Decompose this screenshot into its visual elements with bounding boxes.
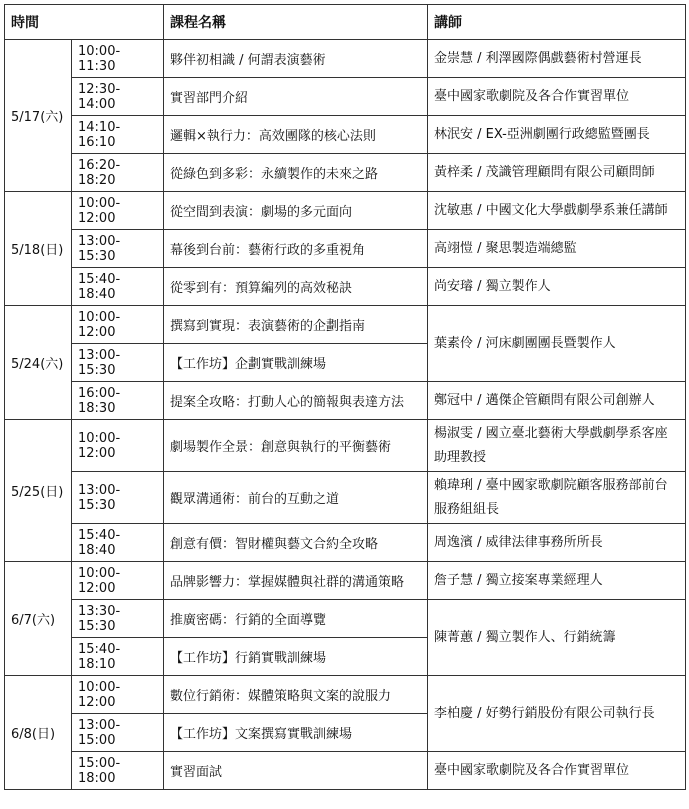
lecturer-cell: 黃梓柔 / 茂識管理顧問有限公司顧問師 — [428, 154, 686, 192]
lecturer-cell: 李柏慶 / 好勢行銷股份有限公司執行長 — [428, 676, 686, 752]
table-row — [5, 752, 686, 790]
table-row — [5, 420, 686, 472]
time-cell: 15:00-18:00 — [72, 752, 164, 790]
course-cell: 夥伴初相識 / 何謂表演藝術 — [164, 40, 428, 78]
time-cell: 12:30-14:00 — [72, 78, 164, 116]
time-cell: 15:40-18:10 — [72, 638, 164, 676]
lecturer-cell: 周逸濱 / 威律法律事務所所長 — [428, 524, 686, 562]
table-row — [5, 382, 686, 420]
date-cell: 5/24(六) — [5, 306, 72, 420]
table-row — [5, 40, 686, 78]
course-cell: 【工作坊】企劃實戰訓練場 — [164, 344, 428, 382]
time-cell: 16:00-18:30 — [72, 382, 164, 420]
table-row — [5, 154, 686, 192]
time-cell: 13:00-15:30 — [72, 344, 164, 382]
course-cell: 提案全攻略：打動人心的簡報與表達方法 — [164, 382, 428, 420]
table-row — [5, 192, 686, 230]
course-cell: 品牌影響力：掌握媒體與社群的溝通策略 — [164, 562, 428, 600]
course-cell: 數位行銷術：媒體策略與文案的說服力 — [164, 676, 428, 714]
time-cell: 14:10-16:10 — [72, 116, 164, 154]
time-cell: 13:00-15:00 — [72, 714, 164, 752]
lecturer-cell: 賴瑋琍 / 臺中國家歌劇院顧客服務部前台服務組組長 — [428, 472, 686, 524]
table-row — [5, 524, 686, 562]
header-time: 時間 — [5, 5, 164, 40]
course-cell: 從零到有：預算編列的高效秘訣 — [164, 268, 428, 306]
table-row — [5, 230, 686, 268]
time-cell: 10:00-12:00 — [72, 306, 164, 344]
course-cell: 從綠色到多彩：永續製作的未來之路 — [164, 154, 428, 192]
lecturer-cell: 金崇慧 / 利澤國際偶戲藝術村營運長 — [428, 40, 686, 78]
time-cell: 13:00-15:30 — [72, 472, 164, 524]
time-cell: 15:40-18:40 — [72, 268, 164, 306]
lecturer-cell: 葉素伶 / 河床劇團團長暨製作人 — [428, 306, 686, 382]
course-cell: 撰寫到實現：表演藝術的企劃指南 — [164, 306, 428, 344]
course-cell: 創意有價：智財權與藝文合約全攻略 — [164, 524, 428, 562]
header-course: 課程名稱 — [164, 5, 428, 40]
course-cell: 邏輯×執行力：高效團隊的核心法則 — [164, 116, 428, 154]
time-cell: 15:40-18:40 — [72, 524, 164, 562]
course-cell: 觀眾溝通術：前台的互動之道 — [164, 472, 428, 524]
table-row — [5, 306, 686, 344]
header-row — [5, 5, 686, 40]
lecturer-cell: 詹子慧 / 獨立接案專業經理人 — [428, 562, 686, 600]
lecturer-cell: 楊淑雯 / 國立臺北藝術大學戲劇學系客座助理教授 — [428, 420, 686, 472]
table-row — [5, 268, 686, 306]
table-row — [5, 676, 686, 714]
time-cell: 16:20-18:20 — [72, 154, 164, 192]
date-cell: 5/18(日) — [5, 192, 72, 306]
course-cell: 實習面試 — [164, 752, 428, 790]
date-cell: 5/25(日) — [5, 420, 72, 562]
lecturer-cell: 鄭冠中 / 邁傑企管顧問有限公司創辦人 — [428, 382, 686, 420]
date-cell: 6/8(日) — [5, 676, 72, 790]
course-cell: 推廣密碼：行銷的全面導覽 — [164, 600, 428, 638]
date-cell: 5/17(六) — [5, 40, 72, 192]
lecturer-cell: 陳菁蕙 / 獨立製作人、行銷統籌 — [428, 600, 686, 676]
course-cell: 從空間到表演：劇場的多元面向 — [164, 192, 428, 230]
table-row — [5, 116, 686, 154]
table-row — [5, 562, 686, 600]
table-row — [5, 600, 686, 638]
course-cell: 幕後到台前：藝術行政的多重視角 — [164, 230, 428, 268]
table-row — [5, 78, 686, 116]
course-cell: 劇場製作全景：創意與執行的平衡藝術 — [164, 420, 428, 472]
time-cell: 10:00-12:00 — [72, 676, 164, 714]
time-cell: 10:00-11:30 — [72, 40, 164, 78]
lecturer-cell: 沈敏惠 / 中國文化大學戲劇學系兼任講師 — [428, 192, 686, 230]
time-cell: 13:30-15:30 — [72, 600, 164, 638]
course-schedule-table — [4, 4, 686, 790]
lecturer-cell: 高翊愷 / 聚思製造端總監 — [428, 230, 686, 268]
time-cell: 10:00-12:00 — [72, 562, 164, 600]
lecturer-cell: 臺中國家歌劇院及各合作實習單位 — [428, 78, 686, 116]
course-cell: 【工作坊】文案撰寫實戰訓練場 — [164, 714, 428, 752]
table-row — [5, 472, 686, 524]
course-cell: 【工作坊】行銷實戰訓練場 — [164, 638, 428, 676]
date-cell: 6/7(六) — [5, 562, 72, 676]
course-cell: 實習部門介紹 — [164, 78, 428, 116]
time-cell: 10:00-12:00 — [72, 192, 164, 230]
time-cell: 10:00-12:00 — [72, 420, 164, 472]
lecturer-cell: 尚安璿 / 獨立製作人 — [428, 268, 686, 306]
time-cell: 13:00-15:30 — [72, 230, 164, 268]
header-lecturer: 講師 — [428, 5, 686, 40]
lecturer-cell: 林泯安 / EX-亞洲劇團行政總監暨團長 — [428, 116, 686, 154]
lecturer-cell: 臺中國家歌劇院及各合作實習單位 — [428, 752, 686, 790]
